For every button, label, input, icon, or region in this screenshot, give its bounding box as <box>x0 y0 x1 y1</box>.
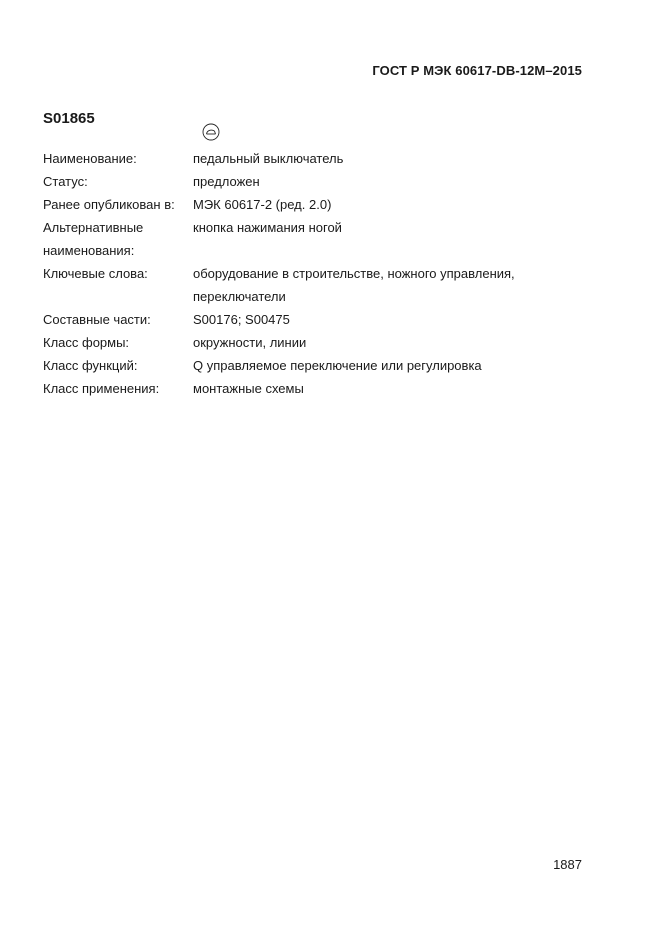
property-row <box>43 308 583 331</box>
property-row <box>43 331 583 354</box>
property-row <box>43 193 583 216</box>
property-label: Наименование: <box>43 151 137 166</box>
property-value: педальный выключатель <box>193 151 344 166</box>
property-row <box>43 262 583 308</box>
property-label: Альтернативные наименования: <box>43 220 144 258</box>
property-label: Класс применения: <box>43 381 160 396</box>
pedal-switch-symbol-icon <box>199 121 223 143</box>
property-value: МЭК 60617-2 (ред. 2.0) <box>193 197 332 212</box>
property-value: окружности, линии <box>193 335 307 350</box>
symbol-properties <box>43 147 583 400</box>
property-label: Ключевые слова: <box>43 266 148 281</box>
symbol-id: S01865 <box>43 110 95 127</box>
property-label: Ранее опубликован в: <box>43 197 175 212</box>
property-value: кнопка нажимания ногой <box>193 220 342 235</box>
property-value: оборудование в строительстве, ножного управления, переключатели <box>193 266 515 304</box>
property-label: Класс формы: <box>43 335 130 350</box>
property-row <box>43 354 583 377</box>
property-value: Q управляемое переключение или регулировка <box>193 358 482 373</box>
property-value: монтажные схемы <box>193 381 304 396</box>
property-row <box>43 377 583 400</box>
standard-designation: ГОСТ Р МЭК 60617-DB-12M–2015 <box>372 63 582 78</box>
property-value: S00176; S00475 <box>193 312 290 327</box>
page-number: 1887 <box>553 857 582 872</box>
property-label: Статус: <box>43 174 88 189</box>
property-label: Составные части: <box>43 312 151 327</box>
property-row <box>43 216 583 262</box>
property-row <box>43 147 583 170</box>
property-row <box>43 170 583 193</box>
property-label: Класс функций: <box>43 358 138 373</box>
property-value: предложен <box>193 174 260 189</box>
